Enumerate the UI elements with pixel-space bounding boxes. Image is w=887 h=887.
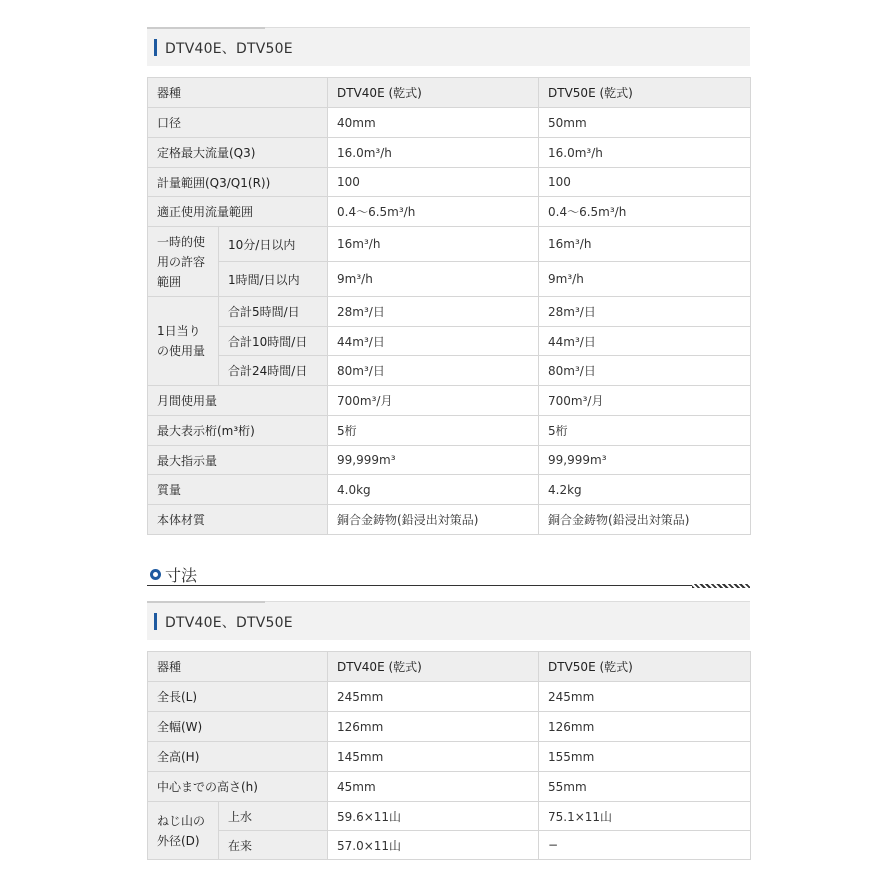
- cell-value: 700m³/月: [539, 386, 751, 416]
- cell-value: 75.1×11山: [539, 802, 751, 831]
- row-sublabel: 合計5時間/日: [219, 297, 328, 327]
- row-label: 中心までの高さ(h): [148, 772, 328, 802]
- table-row: [148, 78, 751, 108]
- cell-value: 5桁: [328, 416, 539, 446]
- cell-value: 99,999m³: [539, 446, 751, 475]
- cell-value: 100: [539, 168, 751, 197]
- row-label: 適正使用流量範囲: [148, 197, 328, 227]
- column-header-dtv40e: DTV40E (乾式): [328, 78, 539, 108]
- header-top-accent-line: [147, 27, 265, 29]
- cell-value: 5桁: [539, 416, 751, 446]
- row-sublabel: 合計10時間/日: [219, 327, 328, 356]
- cell-value: 16.0m³/h: [539, 138, 751, 168]
- table-row: [148, 682, 751, 712]
- cell-value: 50mm: [539, 108, 751, 138]
- cell-value: 100: [328, 168, 539, 197]
- table-row: [148, 108, 751, 138]
- cell-value: 57.0×11山: [328, 831, 539, 860]
- cell-value: 59.6×11山: [328, 802, 539, 831]
- section-divider-hatch: [692, 584, 750, 588]
- row-sublabel: 上水: [219, 802, 328, 831]
- table-row: [148, 138, 751, 168]
- table-row: [148, 712, 751, 742]
- cell-value: 245mm: [539, 682, 751, 712]
- table-row: [148, 742, 751, 772]
- table-row: [148, 475, 751, 505]
- cell-value: 9m³/h: [539, 262, 751, 297]
- table-row: [148, 416, 751, 446]
- dimension-section-heading: [147, 560, 750, 588]
- header-accent-bar: [154, 613, 157, 630]
- row-label: 全長(L): [148, 682, 328, 712]
- dimension-section-header: [147, 601, 750, 640]
- row-label: 月間使用量: [148, 386, 328, 416]
- cell-value: 126mm: [328, 712, 539, 742]
- cell-value: 126mm: [539, 712, 751, 742]
- cell-value: 700m³/月: [328, 386, 539, 416]
- spec-section-header: [147, 27, 750, 66]
- row-label: 本体材質: [148, 505, 328, 535]
- header-accent-bar: [154, 39, 157, 56]
- header-top-accent-line: [147, 601, 265, 603]
- row-sublabel: 合計24時間/日: [219, 356, 328, 386]
- cell-value: 4.0kg: [328, 475, 539, 505]
- column-header-dtv50e: DTV50E (乾式): [539, 652, 751, 682]
- cell-value: 0.4〜6.5m³/h: [328, 197, 539, 227]
- table-row: [148, 831, 751, 860]
- table-row: [148, 262, 751, 297]
- row-sublabel: 在来: [219, 831, 328, 860]
- row-label: 質量: [148, 475, 328, 505]
- table-row: [148, 168, 751, 197]
- row-label: 計量範囲(Q3/Q1(R)): [148, 168, 328, 197]
- table-row: [148, 652, 751, 682]
- table-row: [148, 356, 751, 386]
- cell-value: 16m³/h: [539, 227, 751, 262]
- row-label: 口径: [148, 108, 328, 138]
- table-row: [148, 802, 751, 831]
- cell-value: 銅合金鋳物(鉛浸出対策品): [539, 505, 751, 535]
- row-label: 器種: [148, 652, 328, 682]
- section-divider: [147, 585, 750, 586]
- dimension-header-title: DTV40E、DTV50E: [165, 615, 293, 631]
- cell-value: 0.4〜6.5m³/h: [539, 197, 751, 227]
- row-sublabel: 10分/日以内: [219, 227, 328, 262]
- cell-value: 245mm: [328, 682, 539, 712]
- row-label: 最大表示桁(m³桁): [148, 416, 328, 446]
- row-sublabel: 1時間/日以内: [219, 262, 328, 297]
- row-group-label: 一時的使用の許容範囲: [148, 227, 219, 297]
- row-label: 全幅(W): [148, 712, 328, 742]
- row-label: 器種: [148, 78, 328, 108]
- table-row: [148, 327, 751, 356]
- bullet-circle-icon: [150, 569, 161, 580]
- cell-value: 4.2kg: [539, 475, 751, 505]
- cell-value: 80m³/日: [539, 356, 751, 386]
- table-row: [148, 227, 751, 262]
- cell-value: 銅合金鋳物(鉛浸出対策品): [328, 505, 539, 535]
- cell-value: −: [539, 831, 751, 860]
- dimension-table: [147, 651, 751, 860]
- cell-value: 155mm: [539, 742, 751, 772]
- row-label: 定格最大流量(Q3): [148, 138, 328, 168]
- row-label: 最大指示量: [148, 446, 328, 475]
- column-header-dtv50e: DTV50E (乾式): [539, 78, 751, 108]
- table-row: [148, 197, 751, 227]
- cell-value: 40mm: [328, 108, 539, 138]
- cell-value: 44m³/日: [539, 327, 751, 356]
- cell-value: 45mm: [328, 772, 539, 802]
- table-row: [148, 446, 751, 475]
- cell-value: 16.0m³/h: [328, 138, 539, 168]
- cell-value: 55mm: [539, 772, 751, 802]
- cell-value: 99,999m³: [328, 446, 539, 475]
- cell-value: 80m³/日: [328, 356, 539, 386]
- spec-table: [147, 77, 751, 535]
- table-row: [148, 386, 751, 416]
- table-row: [148, 297, 751, 327]
- column-header-dtv40e: DTV40E (乾式): [328, 652, 539, 682]
- cell-value: 9m³/h: [328, 262, 539, 297]
- row-group-label: 1日当りの使用量: [148, 297, 219, 386]
- table-row: [148, 505, 751, 535]
- table-row: [148, 772, 751, 802]
- cell-value: 16m³/h: [328, 227, 539, 262]
- cell-value: 145mm: [328, 742, 539, 772]
- cell-value: 28m³/日: [328, 297, 539, 327]
- cell-value: 44m³/日: [328, 327, 539, 356]
- section-title: 寸法: [165, 566, 198, 585]
- row-group-label: ねじ山の外径(D): [148, 802, 219, 860]
- cell-value: 28m³/日: [539, 297, 751, 327]
- row-label: 全高(H): [148, 742, 328, 772]
- spec-header-title: DTV40E、DTV50E: [165, 41, 293, 57]
